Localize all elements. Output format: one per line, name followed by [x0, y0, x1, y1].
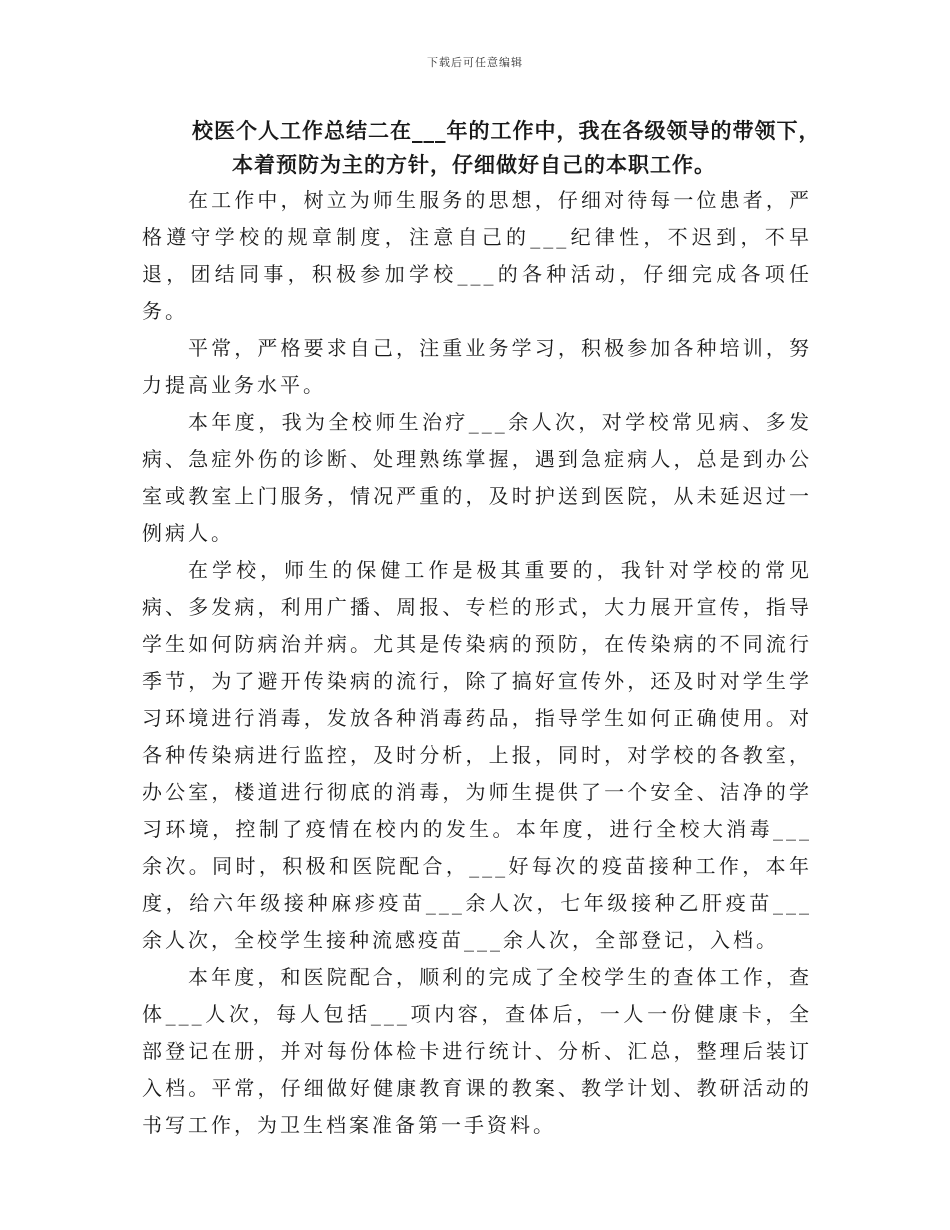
title-line-1: 校医个人工作总结二在___年的工作中，我在各级领导的带领下， — [192, 119, 821, 143]
paragraph-health-care: 在学校，师生的保健工作是极其重要的，我针对学校的常见病、多发病，利用广播、周报、专栏的形式，大力展开宣传，指导学生如何防病治并病。尤其是传染病的预防，在传染病的不同流行季节，为了避开传染病的流行，除了搞好宣传外，还及时对学生学习环境进行消毒，发放各种消毒药品，指导学生如何正确使用。对各种传染病进行监控，及时分析，上报，同时，对学校的各教室，办公室，楼道进行彻底的消毒，为师生提供了一个安全、洁净的学习环境，控制了疫情在校内的发生。本年度，进行全校大消毒___余次。同时，积极和医院配合，___好每次的疫苗接种工作，本年度，给六年级接种麻疹疫苗___余人次，七年级接种乙肝疫苗___余人次，全校学生接种流感疫苗___余人次，全部登记，入档。 — [142, 558, 812, 952]
header-note: 下载后可任意编辑 — [427, 56, 523, 69]
paragraph-self-study: 平常，严格要求自己，注重业务学习，积极参加各种培训，努力提高业务水平。 — [142, 336, 812, 397]
paragraph-treatment: 本年度，我为全校师生治疗___余人次，对学校常见病、多发病、急症外伤的诊断、处理熟练掌握，遇到急症病人，总是到办公室或教室上门服务，情况严重的，及时护送到医院，从未延迟过一例病人。 — [142, 410, 812, 545]
paragraph-physical-exam: 本年度，和医院配合，顺利的完成了全校学生的查体工作，查体___人次，每人包括___项内容，查体后，一人一份健康卡，全部登记在册，并对每份体检卡进行统计、分析、汇总，整理后装订入档。平常，仔细做好健康教育课的教案、教学计划、教研活动的书写工作，为卫生档案准备第一手资料。 — [142, 965, 812, 1137]
document-body — [142, 182, 812, 1144]
document-title — [140, 114, 820, 182]
paragraph-work-attitude: 在工作中，树立为师生服务的思想，仔细对待每一位患者，严格遵守学校的规章制度，注意自己的___纪律性，不迟到，不早退，团结同事，积极参加学校___的各种活动，仔细完成各项任务。 — [142, 188, 812, 323]
title-line-2: 本着预防为主的方针，仔细做好自己的本职工作。 — [232, 153, 716, 177]
